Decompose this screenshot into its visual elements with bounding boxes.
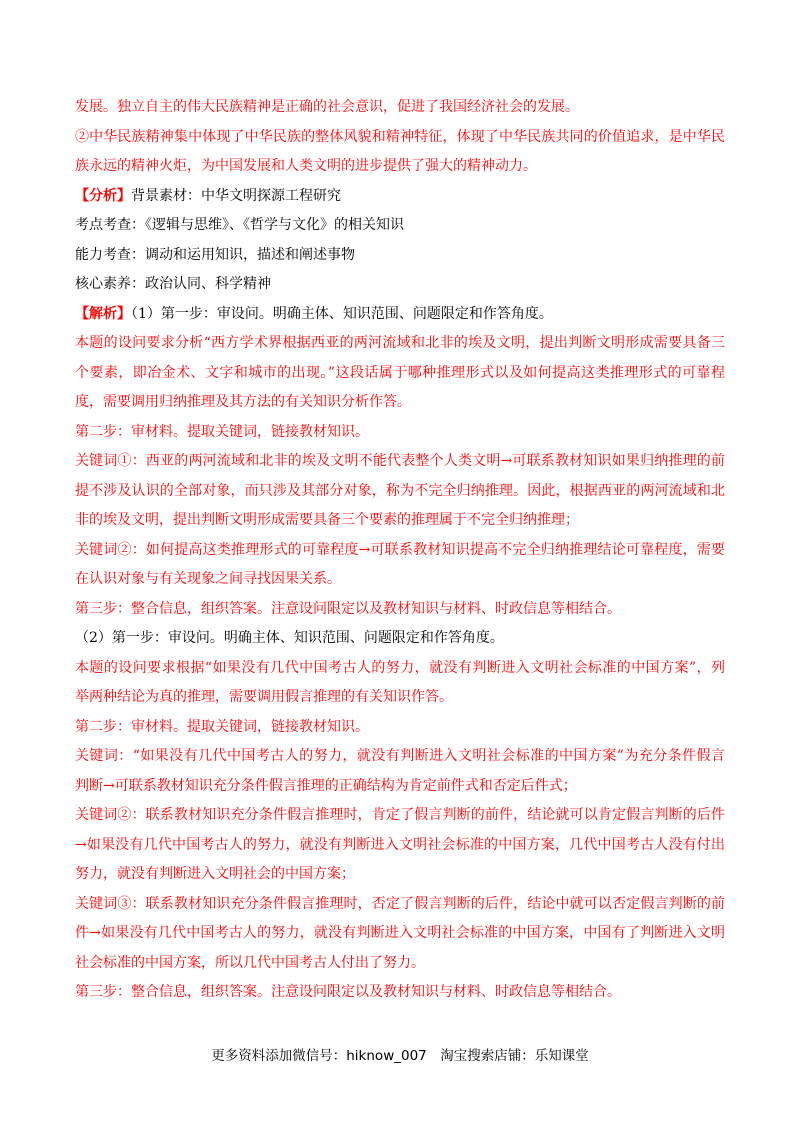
text-line bbox=[75, 624, 725, 654]
text-line bbox=[75, 388, 725, 418]
line-text: 第二步：审材料。提取关键词，链接教材知识。 bbox=[75, 718, 369, 735]
section-label: 【分析】 bbox=[75, 187, 131, 204]
line-text: 努力，就没有判断进入文明社会的中国方案； bbox=[75, 866, 355, 882]
line-text: 举两种结论为真的推理，需要调用假言推理的有关知识作答。 bbox=[75, 689, 453, 705]
line-text: 第二步：审材料。提取关键词，链接教材知识。 bbox=[75, 423, 369, 440]
line-text: 本题的设问要求根据“如果没有几代中国考古人的努力，就没有判断进入文明社会标准的中国方案”，列 bbox=[75, 659, 725, 676]
text-line bbox=[75, 742, 725, 772]
text-line bbox=[75, 241, 725, 271]
text-line bbox=[75, 211, 725, 241]
text-line bbox=[75, 300, 725, 330]
line-text: 件→如果没有几代中国考古人的努力，就没有判断进入文明社会标准的中国方案，中国有了判断进入文明 bbox=[75, 925, 725, 941]
text-line bbox=[75, 801, 725, 831]
line-text: 发展。独立自主的伟大民族精神是正确的社会意识，促进了我国经济社会的发展。 bbox=[75, 99, 579, 115]
text-line bbox=[75, 270, 725, 300]
text-line bbox=[75, 860, 725, 890]
line-text: ②中华民族精神集中体现了中华民族的整体风貌和精神特征，体现了中华民族共同的价值追求，是中华民 bbox=[75, 128, 725, 145]
text-line bbox=[75, 595, 725, 625]
line-text: 提不涉及认识的全部对象，而只涉及其部分对象，称为不完全归纳推理。因此，根据西亚的两河流域和北 bbox=[75, 482, 725, 499]
line-text: （2）第一步：审设问。明确主体、知识范围、问题限定和作答角度。 bbox=[75, 630, 504, 646]
section-label: 【解析】 bbox=[75, 305, 131, 322]
line-text: 关键词：“如果没有几代中国考古人的努力，就没有判断进入文明社会标准的中国方案”为充分条件假言 bbox=[75, 748, 725, 764]
page-footer: 更多资料添加微信号：hiknow_007 淘宝搜索店铺：乐知课堂 bbox=[211, 1048, 589, 1064]
line-text: →如果没有几代中国考古人的努力，就没有判断进入文明社会标准的中国方案，几代中国考古人没有付出 bbox=[75, 836, 725, 853]
line-text: 社会标准的中国方案，所以几代中国考古人付出了努力。 bbox=[75, 954, 425, 971]
line-text: 本题的设问要求分析“西方学术界根据西亚的两河流域和北非的埃及文明，提出判断文明形成需要具备三 bbox=[75, 335, 725, 351]
line-text: 关键词①：西亚的两河流域和北非的埃及文明不能代表整个人类文明→可联系教材知识如果归纳推理的前 bbox=[75, 453, 725, 469]
text-line bbox=[75, 447, 725, 477]
line-text: 度，需要调用归纳推理及其方法的有关知识分析作答。 bbox=[75, 394, 411, 410]
text-line bbox=[75, 152, 725, 182]
text-line bbox=[75, 329, 725, 359]
text-line bbox=[75, 919, 725, 949]
text-line bbox=[75, 359, 725, 389]
document-body bbox=[75, 93, 725, 1008]
line-text: 能力考查：调动和运用知识，描述和阐述事物 bbox=[75, 246, 355, 263]
line-text: 关键词②：如何提高这类推理形式的可靠程度→可联系教材知识提高不完全归纳推理结论可靠程度，需要 bbox=[75, 541, 725, 558]
line-text: 判断→可联系教材知识充分条件假言推理的正确结构为肯定前件式和否定后件式； bbox=[75, 777, 577, 794]
line-text: （1）第一步：审设问。明确主体、知识范围、问题限定和作答角度。 bbox=[131, 305, 553, 322]
text-line bbox=[75, 683, 725, 713]
text-line bbox=[75, 93, 725, 123]
line-text: 关键词③：联系教材知识充分条件假言推理时，否定了假言判断的后件，结论中就可以否定假言判断的前 bbox=[75, 895, 725, 912]
line-text: 核心素养：政治认同、科学精神 bbox=[75, 276, 271, 292]
text-line bbox=[75, 123, 725, 153]
text-line bbox=[75, 772, 725, 802]
text-line bbox=[75, 949, 725, 979]
line-text: 关键词②：联系教材知识充分条件假言推理时，肯定了假言判断的前件，结论就可以肯定假言判断的后件 bbox=[75, 807, 725, 823]
text-line bbox=[75, 654, 725, 684]
text-line bbox=[75, 890, 725, 920]
text-line bbox=[75, 565, 725, 595]
text-line bbox=[75, 506, 725, 536]
line-text: 非的埃及文明，提出判断文明形成需要具备三个要素的推理属于不完全归纳推理； bbox=[75, 512, 579, 528]
line-text: 背景素材：中华文明探源工程研究 bbox=[131, 187, 341, 204]
text-line bbox=[75, 831, 725, 861]
line-text: 族永远的精神火炬，为中国发展和人类文明的进步提供了强大的精神动力。 bbox=[75, 158, 537, 174]
text-line bbox=[75, 978, 725, 1008]
text-line bbox=[75, 477, 725, 507]
line-text: 考点考查：《逻辑与思维》、《哲学与文化》的相关知识 bbox=[75, 217, 404, 233]
text-line bbox=[75, 418, 725, 448]
line-text: 第三步：整合信息，组织答案。注意设问限定以及教材知识与材料、时政信息等相结合。 bbox=[75, 600, 621, 617]
text-line bbox=[75, 536, 725, 566]
line-text: 个要素，即冶金术、文字和城市的出现。”这段话属于哪种推理形式以及如何提高这类推理形式的可靠程 bbox=[75, 364, 725, 381]
line-text: 在认识对象与有关现象之间寻找因果关系。 bbox=[75, 571, 341, 587]
text-line bbox=[75, 182, 725, 212]
line-text: 第三步：整合信息，组织答案。注意设问限定以及教材知识与材料、时政信息等相结合。 bbox=[75, 984, 621, 1000]
text-line bbox=[75, 713, 725, 743]
